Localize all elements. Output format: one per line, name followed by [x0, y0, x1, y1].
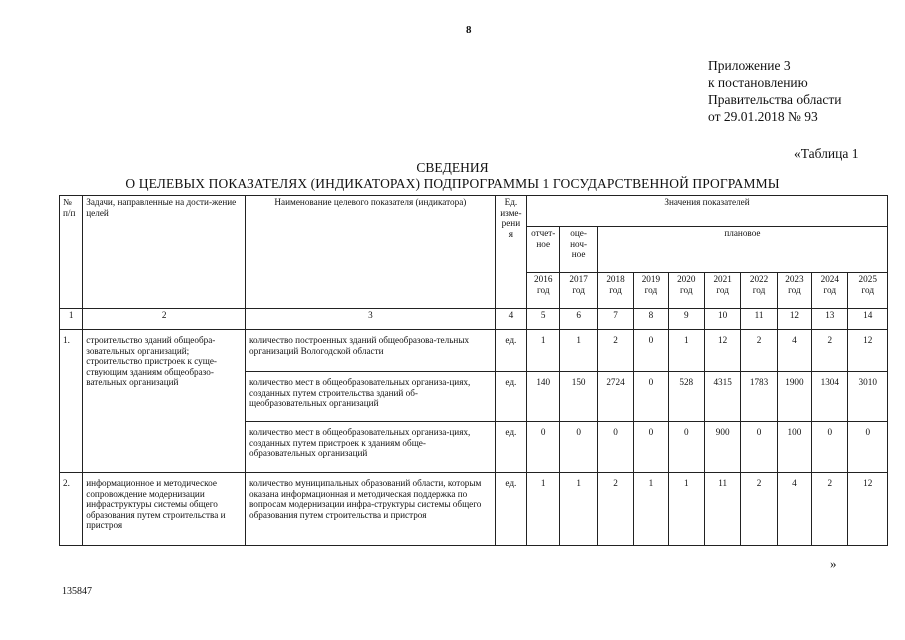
indicator-name: количество муниципальных образований области, которым оказана информационная и методическая поддержка по вопросам модернизации инфра-структуры системы общего образования путем строительства и пристроя — [246, 473, 496, 546]
task-cell: информационное и методическое сопровождение модернизации инфраструктуры системы общего образования путем строительства и пристроя — [83, 473, 246, 546]
unit-cell: ед. — [495, 422, 526, 473]
unit-cell: ед. — [495, 330, 526, 372]
column-number: 2 — [83, 309, 246, 330]
value-cell: 2 — [812, 473, 848, 546]
value-cell: 2 — [812, 330, 848, 372]
value-cell: 0 — [634, 422, 668, 473]
value-cell: 0 — [668, 422, 704, 473]
column-number: 14 — [848, 309, 888, 330]
header-actual: отчет-ное — [527, 227, 560, 273]
value-cell: 140 — [527, 372, 560, 422]
column-number: 13 — [812, 309, 848, 330]
value-cell: 1 — [634, 473, 668, 546]
value-cell: 1304 — [812, 372, 848, 422]
header-year: 2022 год — [741, 273, 777, 309]
value-cell: 1 — [668, 330, 704, 372]
document-number: 135847 — [62, 586, 92, 597]
value-cell: 528 — [668, 372, 704, 422]
unit-cell: ед. — [495, 473, 526, 546]
value-cell: 900 — [704, 422, 740, 473]
header-estimated: оце-ноч-ное — [560, 227, 597, 273]
value-cell: 12 — [848, 473, 888, 546]
header-year: 2024 год — [812, 273, 848, 309]
value-cell: 11 — [704, 473, 740, 546]
row-number: 2. — [60, 473, 83, 546]
column-number: 8 — [634, 309, 668, 330]
header-values: Значения показателей — [527, 196, 888, 227]
table-row — [60, 473, 888, 546]
value-cell: 0 — [741, 422, 777, 473]
column-number: 1 — [60, 309, 83, 330]
indicators-table — [59, 195, 888, 546]
column-number: 11 — [741, 309, 777, 330]
appendix-block — [708, 57, 841, 125]
header-year: 2017 год — [560, 273, 597, 309]
value-cell: 1 — [560, 473, 597, 546]
unit-cell: ед. — [495, 372, 526, 422]
header-unit: Ед. изме-рени я — [495, 196, 526, 309]
value-cell: 4315 — [704, 372, 740, 422]
page-number: 8 — [466, 24, 472, 36]
value-cell: 1783 — [741, 372, 777, 422]
column-number: 7 — [597, 309, 633, 330]
value-cell: 2 — [597, 473, 633, 546]
value-cell: 12 — [704, 330, 740, 372]
value-cell: 1 — [527, 473, 560, 546]
appendix-line: Правительства области — [708, 92, 842, 107]
header-num: № п/п — [60, 196, 83, 309]
indicator-name: количество построенных зданий общеобразова-тельных организаций Вологодской области — [246, 330, 496, 372]
table-mark: «Таблица 1 — [794, 146, 859, 161]
row-number: 1. — [60, 330, 83, 473]
value-cell: 0 — [527, 422, 560, 473]
column-number: 5 — [527, 309, 560, 330]
value-cell: 1900 — [777, 372, 811, 422]
value-cell: 4 — [777, 473, 811, 546]
value-cell: 0 — [560, 422, 597, 473]
appendix-line: Приложение 3 — [708, 58, 791, 73]
value-cell: 0 — [848, 422, 888, 473]
column-number: 9 — [668, 309, 704, 330]
header-year: 2025 год — [848, 273, 888, 309]
value-cell: 0 — [634, 372, 668, 422]
value-cell: 0 — [634, 330, 668, 372]
value-cell: 12 — [848, 330, 888, 372]
value-cell: 0 — [812, 422, 848, 473]
column-number: 4 — [495, 309, 526, 330]
document-subtitle: О ЦЕЛЕВЫХ ПОКАЗАТЕЛЯХ (ИНДИКАТОРАХ) ПОДПРОГРАММЫ 1 ГОСУДАРСТВЕННОЙ ПРОГРАММЫ — [125, 176, 780, 191]
column-number: 3 — [246, 309, 496, 330]
header-year: 2019 год — [634, 273, 668, 309]
value-cell: 100 — [777, 422, 811, 473]
value-cell: 2 — [597, 330, 633, 372]
value-cell: 0 — [597, 422, 633, 473]
header-year: 2016 год — [527, 273, 560, 309]
value-cell: 4 — [777, 330, 811, 372]
value-cell: 3010 — [848, 372, 888, 422]
table-row — [60, 330, 888, 372]
header-planned: плановое — [597, 227, 887, 273]
column-number: 10 — [704, 309, 740, 330]
value-cell: 1 — [527, 330, 560, 372]
document-title: СВЕДЕНИЯ — [416, 160, 489, 175]
header-indicator: Наименование целевого показателя (индикатора) — [246, 196, 496, 309]
value-cell: 1 — [668, 473, 704, 546]
column-number: 12 — [777, 309, 811, 330]
value-cell: 2 — [741, 473, 777, 546]
indicator-name: количество мест в общеобразовательных организа-циях, созданных путем строительства зданий об-щеобразовательных организаций — [246, 372, 496, 422]
continue-mark: » — [830, 556, 837, 571]
header-year: 2020 год — [668, 273, 704, 309]
header-task: Задачи, направленные на дости-жение целей — [83, 196, 246, 309]
indicator-name: количество мест в общеобразовательных организа-циях, созданных путем пристроек к зданиям обще-образовательных организаций — [246, 422, 496, 473]
value-cell: 150 — [560, 372, 597, 422]
appendix-line: от 29.01.2018 № 93 — [708, 109, 818, 124]
value-cell: 2 — [741, 330, 777, 372]
value-cell: 2724 — [597, 372, 633, 422]
value-cell: 1 — [560, 330, 597, 372]
header-year: 2021 год — [704, 273, 740, 309]
header-year: 2018 год — [597, 273, 633, 309]
column-number: 6 — [560, 309, 597, 330]
header-year: 2023 год — [777, 273, 811, 309]
appendix-line: к постановлению — [708, 75, 808, 90]
task-cell: строительство зданий общеобра-зовательных организаций; строительство пристроек к суще-ствующим зданиям общеобразо-вательных организаций — [83, 330, 246, 473]
